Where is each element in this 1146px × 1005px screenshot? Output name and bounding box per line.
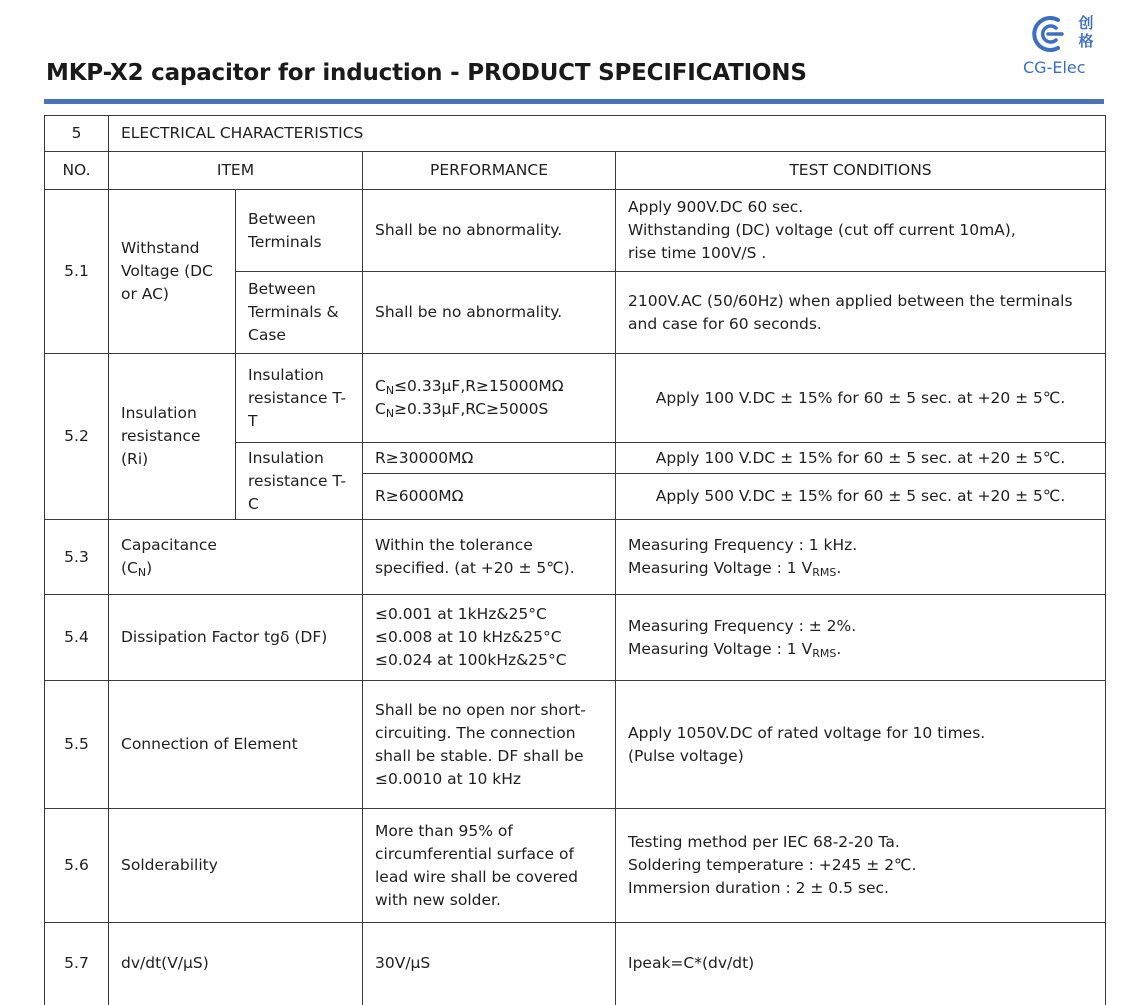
section-title: ELECTRICAL CHARACTERISTICS [109, 116, 1106, 152]
row-item: Solderability [109, 809, 363, 923]
test-line: (Pulse voltage) [628, 746, 744, 765]
logo-chinese-text [1074, 14, 1098, 50]
row-test-conditions [616, 520, 1106, 595]
row-item [109, 520, 363, 595]
row-subitem: Insulation resistance T-T [236, 354, 363, 443]
col-header-item: ITEM [109, 152, 363, 190]
col-header-no: NO. [45, 152, 109, 190]
row-performance: More than 95% of circumferential surface of lead wire shall be covered with new solder. [363, 809, 616, 923]
row-no: 5.2 [45, 354, 109, 520]
row-subitem: Between Terminals & Case [236, 272, 363, 354]
row-performance: Shall be no abnormality. [363, 272, 616, 354]
row-no: 5.7 [45, 923, 109, 1005]
item-paren: ) [146, 559, 153, 577]
row-no: 5.1 [45, 190, 109, 354]
row-no: 5.3 [45, 520, 109, 595]
perf-value: ≥0.33μF,RC≥5000S [394, 400, 549, 418]
test-line: Soldering temperature : +245 ± 2℃. [628, 856, 917, 874]
row-test-conditions: Apply 100 V.DC ± 15% for 60 ± 5 sec. at +20 ± 5℃. [616, 354, 1106, 443]
row-performance: Shall be no open nor short-circuiting. The connection shall be stable. DF shall be ≤0.0010 at 10 kHz [363, 681, 616, 809]
test-line: Immersion duration : 2 ± 0.5 sec. [628, 879, 889, 897]
row-no: 5.6 [45, 809, 109, 923]
item-symbol: (C [121, 559, 138, 577]
perf-subscript: N [385, 407, 395, 420]
row-item: Connection of Element [109, 681, 363, 809]
row-performance: Shall be no abnormality. [363, 190, 616, 272]
perf-subscript: N [385, 384, 395, 397]
test-subscript: RMS [812, 566, 837, 579]
table-row [45, 923, 1106, 1005]
perf-value: ≤0.33μF,R≥15000MΩ [394, 377, 564, 395]
row-performance: 30V/μS [363, 923, 616, 1005]
perf-symbol: C [375, 377, 386, 395]
perf-line: ≤0.024 at 100kHz&25°C [375, 651, 567, 669]
test-line: Measuring Frequency : 1 kHz. [628, 536, 858, 554]
row-performance: R≥6000MΩ [363, 474, 616, 520]
company-logo [1020, 8, 1132, 78]
table-row [45, 520, 1106, 595]
cg-logo-icon [1028, 12, 1072, 56]
test-line: Apply 900V.DC 60 sec. [628, 198, 804, 216]
section-no: 5 [45, 116, 109, 152]
logo-english-text: CG-Elec [1023, 58, 1086, 77]
perf-line [375, 398, 603, 421]
test-line: Measuring Frequency : ± 2%. [628, 616, 857, 635]
perf-line [375, 375, 603, 398]
test-text: . [836, 639, 842, 658]
row-test-conditions [616, 681, 1106, 809]
row-item: dv/dt(V/μS) [109, 923, 363, 1005]
row-performance [363, 354, 616, 443]
row-test-conditions: Apply 100 V.DC ± 15% for 60 ± 5 sec. at +20 ± 5℃. [616, 443, 1106, 474]
perf-line: ≤0.008 at 10 kHz&25°C [375, 628, 562, 646]
row-no: 5.4 [45, 595, 109, 681]
spec-table [44, 115, 1106, 1005]
row-test-conditions [616, 595, 1106, 681]
item-line [121, 557, 350, 580]
test-line: Testing method per IEC 68-2-20 Ta. [628, 833, 900, 851]
row-test-conditions: Apply 500 V.DC ± 15% for 60 ± 5 sec. at +20 ± 5℃. [616, 474, 1106, 520]
col-header-test: TEST CONDITIONS [616, 152, 1106, 190]
row-performance [363, 595, 616, 681]
table-row [45, 809, 1106, 923]
section-row [45, 116, 1106, 152]
title-divider [44, 99, 1104, 104]
row-test-conditions [616, 809, 1106, 923]
table-row [45, 595, 1106, 681]
row-item: Dissipation Factor tgδ (DF) [109, 595, 363, 681]
row-item: Withstand Voltage (DC or AC) [109, 190, 236, 354]
test-line [628, 638, 1093, 661]
table-row [45, 681, 1106, 809]
row-subitem: Insulation resistance T-C [236, 443, 363, 520]
row-performance: R≥30000MΩ [363, 443, 616, 474]
item-subscript: N [137, 566, 147, 579]
test-line: Withstanding (DC) voltage (cut off current 10mA), [628, 221, 1016, 239]
test-subscript: RMS [812, 646, 837, 660]
test-text: Measuring Voltage : 1 V [628, 639, 813, 658]
test-line: Apply 1050V.DC of rated voltage for 10 times. [628, 723, 986, 742]
test-line [628, 557, 1093, 580]
row-no: 5.5 [45, 681, 109, 809]
col-header-performance: PERFORMANCE [363, 152, 616, 190]
table-row [45, 190, 1106, 272]
perf-line: ≤0.001 at 1kHz&25°C [375, 605, 547, 623]
row-test-conditions: 2100V.AC (50/60Hz) when applied between the terminals and case for 60 seconds. [616, 272, 1106, 354]
logo-cn-top: 创 [1078, 14, 1094, 32]
row-performance: Within the tolerance specified. (at +20 ± 5℃). [363, 520, 616, 595]
page-title: MKP-X2 capacitor for induction - PRODUCT SPECIFICATIONS [46, 60, 807, 86]
row-item: Insulation resistance (Ri) [109, 354, 236, 520]
perf-symbol: C [375, 400, 386, 418]
test-text: . [836, 559, 842, 577]
test-text: Measuring Voltage : 1 V [628, 559, 813, 577]
header-row [45, 152, 1106, 190]
row-test-conditions [616, 190, 1106, 272]
row-test-conditions: Ipeak=C*(dv/dt) [616, 923, 1106, 1005]
item-line: Capacitance [121, 536, 217, 554]
row-subitem: Between Terminals [236, 190, 363, 272]
logo-cn-bottom: 格 [1078, 32, 1094, 50]
test-line: rise time 100V/S . [628, 244, 767, 262]
table-row [45, 354, 1106, 443]
